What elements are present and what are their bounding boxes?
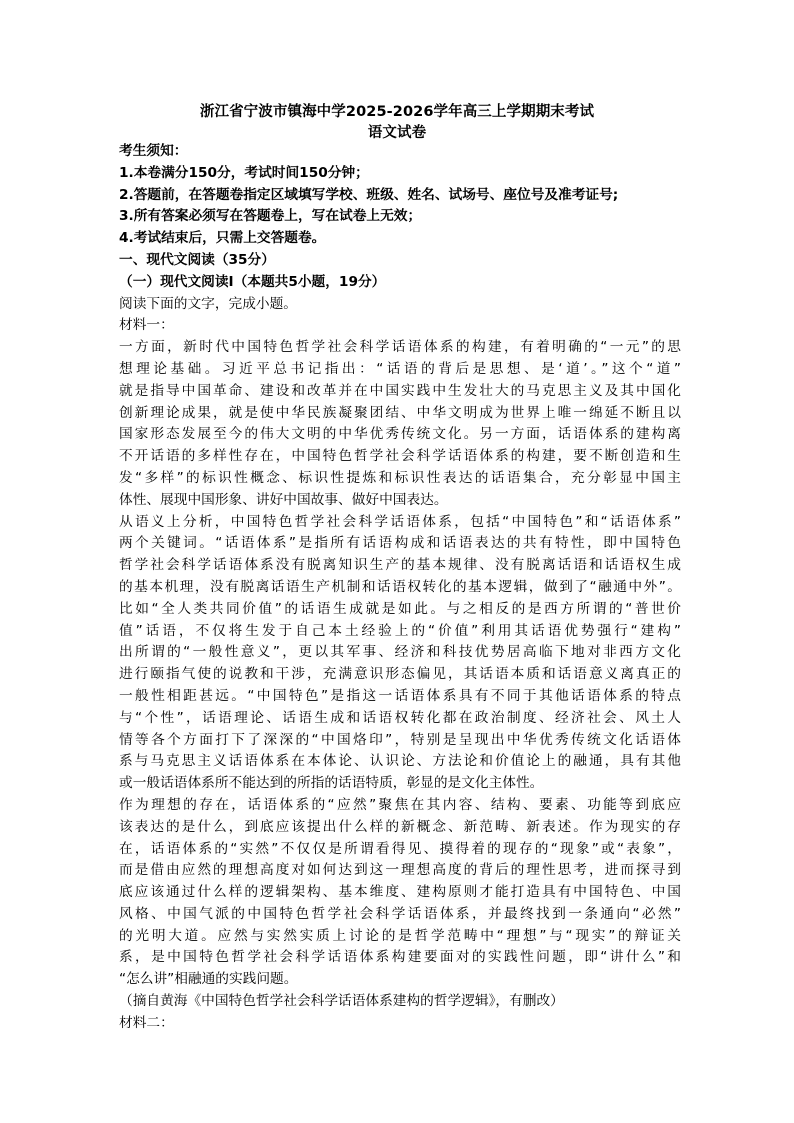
text-line: 一方面，新时代中国特色哲学社会科学话语体系的构建，有着明确的“一元”的思 [119,339,681,356]
material-one-label: 材料一： [119,317,174,334]
text-line: 哲学社会科学话语体系没有脱离知识生产的基本规律、没有脱离话语和话语权生成 [119,557,681,574]
notice-heading: 考生须知： [119,143,188,159]
source-citation: （摘自黄海《中国特色哲学社会科学话语体系建构的哲学逻辑》，有删改） [119,993,564,1010]
exam-subtitle: 语文试卷 [367,125,427,141]
text-line: 不开话语的多样性存在，中国特色哲学社会科学话语体系的构建，要不断创造和生 [119,448,681,465]
text-line: 发“多样”的标识性概念、标识性提炼和标识性表达的话语集合，充分彰显中国主 [119,469,681,486]
notice-item: 4.考试结束后，只需上交答题卷。 [119,230,326,247]
notice-item: 3.所有答案必须写在答题卷上，写在试卷上无效； [119,208,422,225]
text-line: 两个关键词。“话语体系”是指所有话语构成和话语表达的共有特性，即中国特色 [119,535,681,552]
text-line: 值”话语，不仅将生发于自己本土经验上的“价值”利用其话语优势强行“建构” [119,622,681,639]
text-line: 与“个性”，话语理论、话语生成和话语权转化都在政治制度、经济社会、风土人 [119,709,681,726]
text-line: 该表达的是什么，到底应该提出什么样的新概念、新范畴、新表述。作为现实的存 [119,818,681,835]
text-line: 一般性相距甚远。“中国特色”是指这一话语体系具有不同于其他话语体系的特点 [119,687,681,704]
material-one-paragraph-2 [119,512,681,795]
text-line: 而是借由应然的理想高度对如何达到这一理想高度的背后的理性思考，进而探寻到 [119,862,681,879]
text-line: 从语义上分析，中国特色哲学社会科学话语体系，包括“中国特色”和“话语体系” [119,513,681,530]
text-line: 体性、展现中国形象、讲好中国故事、做好中国表达。 [119,491,448,508]
notice-item: 1.本卷满分150分，考试时间150分钟； [119,164,369,181]
text-line: 比如“全人类共同价值”的话语生成就是如此。与之相反的是西方所谓的“普世价 [119,600,681,617]
text-line: 系与马克思主义话语体系在本体论、认识论、方法论和价值论上的融通，具有其他 [119,753,681,770]
text-line: 风格、中国气派的中国特色哲学社会科学话语体系，并最终找到一条通向“必然” [119,905,681,922]
exam-title: 浙江省宁波市镇海中学2025-2026学年高三上学期期末考试 [199,104,595,120]
text-line: 作为理想的存在，话语体系的“应然”聚焦在其内容、结构、要素、功能等到底应 [119,796,681,813]
text-line: 出所谓的“一般性意义”，更以其军事、经济和科技优势居高临下地对非西方文化 [119,644,681,661]
material-one-paragraph-3 [119,795,681,991]
text-line: 想理论基础。习近平总书记指出：“话语的背后是思想、是‘道’。”这个“道” [119,360,681,377]
text-line: 国家形态发展至今的伟大文明的中华优秀传统文化。另一方面，话语体系的建构离 [119,426,681,443]
material-two-label: 材料二： [119,1014,174,1031]
text-line: 进行颐指气使的说教和干涉，充满意识形态偏见，其话语本质和话语意义离真正的 [119,666,681,683]
text-line: 就是指导中国革命、建设和改革并在中国实践中生发壮大的马克思主义及其中国化 [119,382,681,399]
section-title: 一、现代文阅读（35分） [119,251,275,268]
section-subtitle: （一）现代文阅读Ⅰ（本题共5小题，19分） [119,273,386,290]
text-line: 系，是中国特色哲学社会科学话语体系构建要面对的实践性问题，即“讲什么”和 [119,949,681,966]
text-line: 的光明大道。应然与实然实质上讨论的是哲学范畴中“理想”与“现实”的辩证关 [119,927,681,944]
text-line: 情等各个方面打下了深深的“中国烙印”，特别是呈现出中华优秀传统文化话语体 [119,731,681,748]
text-line: 在，话语体系的“实然”不仅仅是所谓看得见、摸得着的现存的“现象”或“表象”， [119,840,681,857]
material-one-paragraph-1 [119,337,681,511]
text-line: 底应该通过什么样的逻辑架构、基本维度、建构原则才能打造具有中国特色、中国 [119,884,681,901]
reading-instruction: 阅读下面的文字，完成小题。 [119,295,297,312]
text-line: 或一般话语体系所不能达到的所指的话语特质，彰显的是文化主体性。 [119,775,544,792]
text-line: “怎么讲”相融通的实践问题。 [119,971,298,988]
notice-item: 2.答题前，在答题卷指定区域填写学校、班级、姓名、试场号、座位号及准考证号; [119,186,619,203]
text-line: 的基本机理，没有脱离话语生产机制和话语权转化的基本逻辑，做到了“融通中外”。 [119,578,681,595]
text-line: 创新理论成果，就是使中华民族凝聚团结、中华文明成为世界上唯一绵延不断且以 [119,404,681,421]
exam-content [119,141,681,1035]
